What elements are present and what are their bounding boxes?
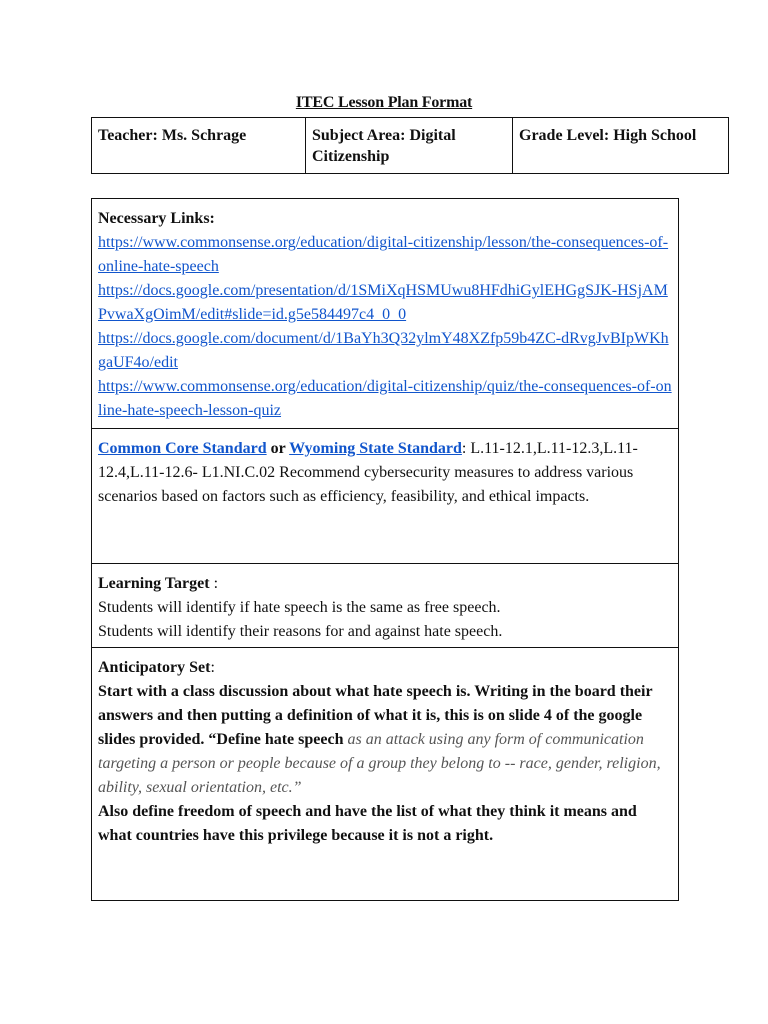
link-presentation[interactable]: https://docs.google.com/presentation/d/1SMiXqHSMUwu8HFdhiGylEHGgSJK-HSjAMPvwaXgOimM/edit#slide=id.g5e584497c4_0_0 [98,282,668,323]
common-core-standard-link[interactable]: Common Core Standard [98,440,267,457]
learning-target-label: Learning Target [98,575,210,592]
necessary-links-section [92,199,678,428]
grade-level-cell: Grade Level: High School [513,118,729,174]
standards-text: : L.11-12.1,L.11-12.3,L.11-12.4,L.11-12.6- L1.NI.C.02 Recommend cybersecurity measures to address various scenarios based on factors such as efficiency, feasibility, and ethical impacts. [98,440,638,505]
or-text: or [266,440,290,457]
learning-target-line-1: Students will identify if hate speech is the same as free speech. [98,599,501,616]
link-quiz[interactable]: https://www.commonsense.org/education/digital-citizenship/quiz/the-consequences-of-online-hate-speech-lesson-quiz [98,378,672,419]
header-table [91,117,729,174]
learning-target-colon: : [209,575,219,592]
link-document[interactable]: https://docs.google.com/document/d/1BaYh3Q32ylmY48XZfp59b4ZC-dRvgJvBIpWKhgaUF4o/edit [98,330,669,371]
lesson-plan-table [91,198,679,901]
learning-target-line-2: Students will identify their reasons for and against hate speech. [98,623,503,640]
hate-speech-definition-quote: as an attack using any form of communication targeting a person or people because of a group they belong to -- race, gender, religion, ability, sexual orientation, etc.” [98,731,661,796]
subject-area-cell: Subject Area: Digital Citizenship [306,118,513,174]
wyoming-state-standard-link[interactable]: Wyoming State Standard [289,440,462,457]
standards-section [92,428,678,563]
necessary-links-label: Necessary Links: [98,210,215,227]
link-lesson[interactable]: https://www.commonsense.org/education/digital-citizenship/lesson/the-consequences-of-online-hate-speech [98,234,669,275]
anticipatory-set-section [92,647,678,900]
anticipatory-set-colon: : [210,659,215,676]
document-title: ITEC Lesson Plan Format [295,94,473,111]
anticipatory-set-paragraph-1: Start with a class discussion about what hate speech is. Writing in the board their answers and then putting a definition of what it is, this is on slide 4 of the google slides provided. “Define hate speech [98,683,653,748]
teacher-cell: Teacher: Ms. Schrage [92,118,306,174]
anticipatory-set-label: Anticipatory Set [98,659,211,676]
learning-target-section [92,563,678,647]
anticipatory-set-paragraph-2: Also define freedom of speech and have the list of what they think it means and what countries have this privilege because it is not a right. [98,803,637,844]
